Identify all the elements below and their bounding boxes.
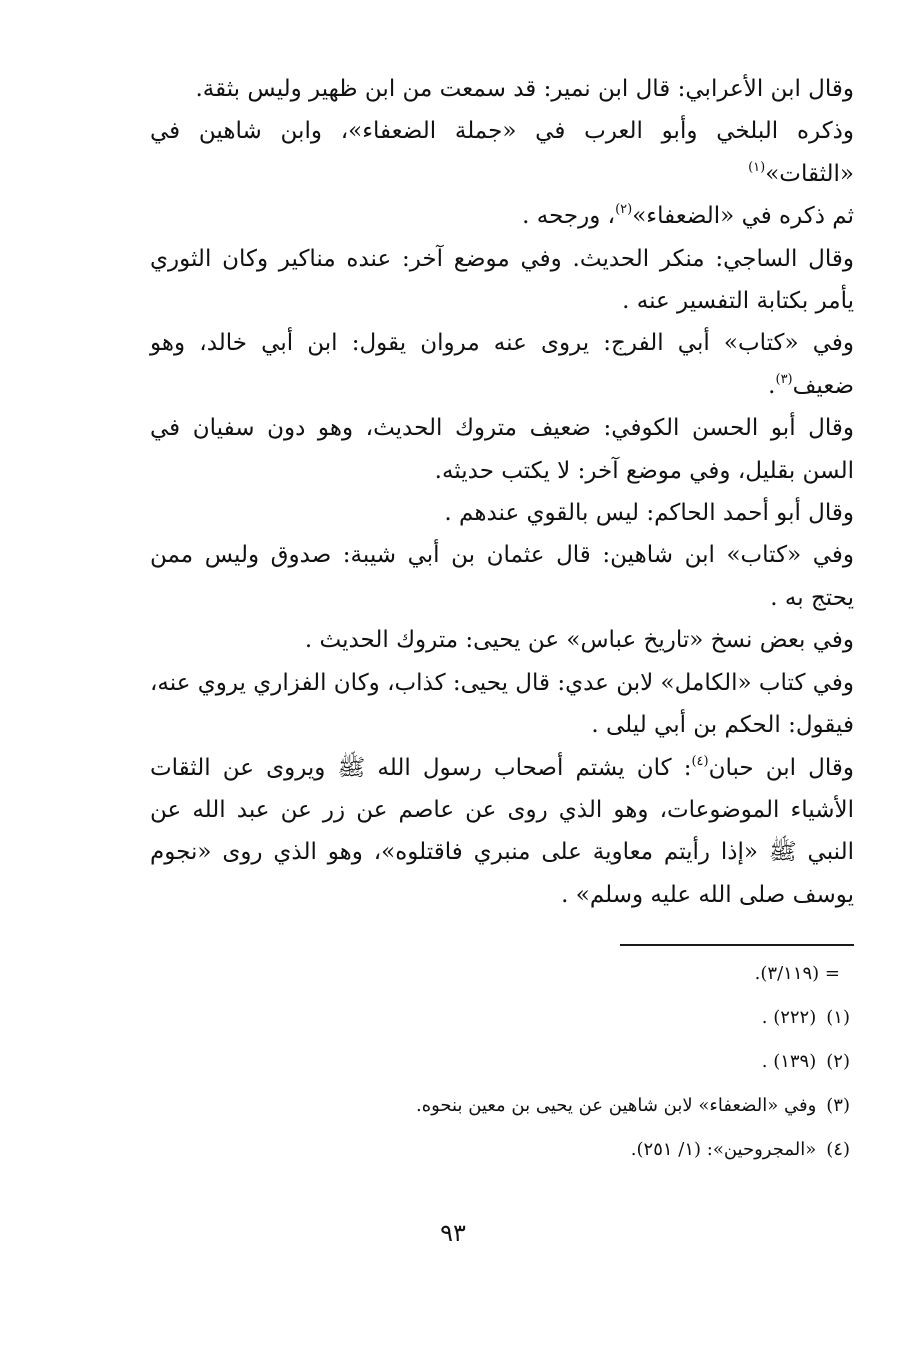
paragraph: ثم ذكره في «الضعفاء»$^{(٢)}$، ورجحه . [522, 202, 854, 230]
footnote-text: (١٣٩) . [761, 1051, 817, 1072]
page-number: ٩٣ [440, 1219, 466, 1247]
paragraph: وقال ابن الأعرابي: قال ابن نمير: قد سمعت من ابن ظهير وليس بثقة. [195, 76, 854, 102]
paragraph: وقال أبو الحسن الكوفي: ضعيف متروك الحديث، وهو دون سفيان في السن بقليل، وفي موضع آخر: لا يكتب حديثه. [150, 415, 854, 484]
main-text [150, 68, 854, 916]
footnote-ref: (٣) [775, 371, 793, 387]
paragraph: وذكره البلخي وأبو العرب في «جملة الضعفاء»، وابن شاهين في «الثقات»$^{(١)}$ [150, 118, 854, 187]
footnote [200, 1040, 850, 1084]
paragraph: وقال ابن حبان$^{(٤)}$: كان يشتم أصحاب رسول الله ﷺ ويروى عن الثقات الأشياء الموضوعات، وهو الذي روى عن عاصم عن زر عن عبد الله عن النبي ﷺ «إذا رأيتم معاوية على منبري فاقتلوه»، وهو الذي روى «نجوم يوسف صلى الله عليه وسلم» . [150, 753, 854, 908]
footnotes [200, 952, 850, 1172]
footnote-number: (٤) [826, 1139, 850, 1160]
footnote-text: = (٣/١١٩). [754, 963, 840, 984]
footnote-text: وفي «الضعفاء» لابن شاهين عن يحيى بن معين بنحوه. [415, 1095, 817, 1116]
footnote-number: (٣) [826, 1095, 850, 1116]
footnote-ref: (٤) [691, 753, 709, 769]
paragraph: وفي كتاب «الكامل» لابن عدي: قال يحيى: كذاب، وكان الفزاري يروي عنه، فيقول: الحكم بن أبي ليلى . [150, 669, 854, 739]
footnote-number [840, 963, 850, 984]
paragraph: وفي بعض نسخ «تاريخ عباس» عن يحيى: متروك الحديث . [304, 627, 854, 654]
paragraph: وفي «كتاب» أبي الفرج: يروى عنه مروان يقول: ابن أبي خالد، وهو ضعيف$^{(٣)}$. [150, 330, 854, 399]
footnote-text: «المجروحين»: (١/ ٢٥١). [630, 1139, 817, 1160]
paragraph: وقال أبو أحمد الحاكم: ليس بالقوي عندهم . [444, 500, 854, 527]
footnote-number: (١) [826, 1007, 850, 1028]
footnote-separator [620, 944, 854, 946]
footnote [200, 996, 850, 1040]
footnote [200, 952, 850, 996]
paragraph: وفي «كتاب» ابن شاهين: قال عثمان بن أبي شيبة: صدوق وليس ممن يحتج به . [150, 542, 854, 611]
paragraph: وقال الساجي: منكر الحديث. وفي موضع آخر: عنده مناكير وكان الثوري يأمر بكتابة التفسير عنه . [150, 245, 854, 315]
footnote-number: (٢) [826, 1051, 850, 1072]
footnote-text: (٢٢٢) . [761, 1007, 817, 1028]
footnote-ref: (٢) [615, 202, 633, 218]
footnote [200, 1128, 850, 1172]
footnote [200, 1084, 850, 1128]
footnote-ref: (١) [748, 159, 766, 175]
